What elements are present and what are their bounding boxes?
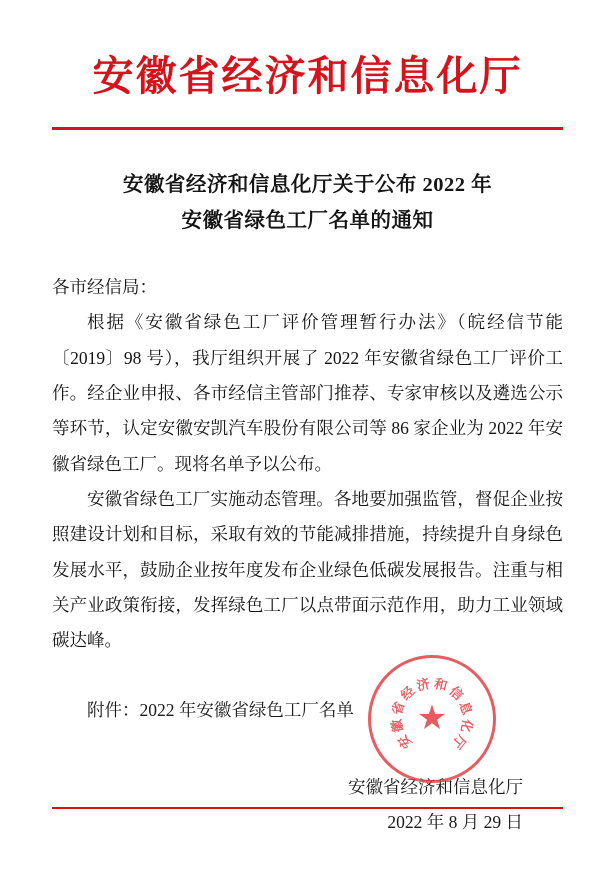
document-body <box>52 270 563 659</box>
seal-ring-char: 厅 <box>449 732 470 752</box>
signature-block <box>52 770 563 840</box>
letterhead <box>52 0 563 101</box>
seal-ring-char: 安 <box>394 732 415 752</box>
signer-name: 安徽省经济和信息化厅 <box>348 776 523 797</box>
header-divider <box>52 127 563 130</box>
seal-ring-char: 息 <box>456 699 475 717</box>
seal-ring-char: 省 <box>389 699 408 717</box>
seal-ring-char: 化 <box>458 718 476 734</box>
seal-ring-char: 徽 <box>388 718 406 734</box>
salutation: 各市经信局： <box>52 276 157 297</box>
attachment-line: 附件：2022 年安徽省绿色工厂名单 <box>87 699 354 720</box>
seal-ring-char: 信 <box>446 683 467 704</box>
page-title-line-2: 安徽省绿色工厂名单的通知 <box>181 210 434 233</box>
seal-ring-char: 和 <box>432 675 450 694</box>
page-title <box>52 168 563 240</box>
body-paragraph-2: 安徽省绿色工厂实施动态管理。各地要加强监管，督促企业按照建设计划和目标，采取有效的节能减排措施，持续提升自身绿色发展水平，鼓励企业按年度发布企业绿色低碳发展报告。注重与相关产业政策衔接，发挥绿色工厂以点带面示范作用，助力工业领域碳达峰。 <box>52 489 563 651</box>
star-icon: ★ <box>416 700 448 737</box>
letterhead-title: 安徽省经济和信息化厅 <box>92 53 523 99</box>
seal-ring-char: 经 <box>397 683 418 704</box>
seal-ring-char: 济 <box>414 675 432 694</box>
signature-date: 2022 年 8 月 29 日 <box>387 811 523 832</box>
page-title-line-1: 安徽省经济和信息化厅关于公布 2022 年 <box>122 174 493 197</box>
body-paragraph-1: 根据《安徽省绿色工厂评价管理暂行办法》（皖经信节能〔2019〕98 号），我厅组织开展了 2022 年安徽省绿色工厂评价工作。经企业申报、各市经信主管部门推荐、专家审核以及遴选公示等环节，认定安徽安凯汽车股份有限公司等 86 家企业为 2022 年安徽省绿色工厂。现将名单予以公布。 <box>52 312 563 474</box>
